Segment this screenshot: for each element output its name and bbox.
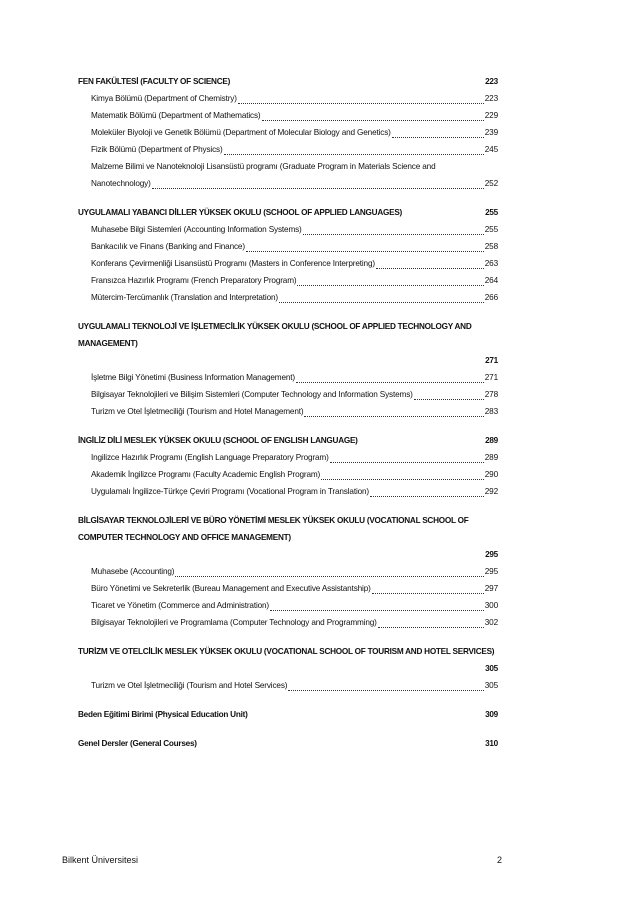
entry-title-line2: Nanotechnology) [91, 179, 151, 188]
dot-leader [321, 479, 484, 480]
dot-leader [297, 285, 483, 286]
entry-page-number: 229 [484, 111, 498, 120]
dot-leader [175, 576, 483, 577]
toc-entry [91, 466, 498, 483]
entry-continuation [91, 175, 498, 192]
section-title: Genel Dersler (General Courses) [78, 739, 197, 748]
section-title: İNGİLİZ DİLİ MESLEK YÜKSEK OKULU (SCHOOL OF ENGLISH LANGUAGE) [78, 436, 358, 445]
page-footer [62, 855, 502, 865]
dot-leader [152, 188, 484, 189]
section-heading [78, 318, 498, 369]
section-page-number: 223 [485, 77, 498, 86]
entry-page-number: 245 [484, 145, 498, 154]
dot-leader [288, 690, 483, 691]
dot-leader [270, 610, 484, 611]
toc-section [78, 643, 498, 694]
entry-page-number: 295 [484, 567, 498, 576]
entry-title: Muhasebe (Accounting) [91, 567, 175, 576]
entry-title: Mütercim-Tercümanlık (Translation and Interpretation) [91, 293, 278, 302]
entry-title: Muhasebe Bilgi Sistemleri (Accounting Information Systems) [91, 225, 302, 234]
section-heading [78, 735, 498, 752]
entry-page-number: 300 [484, 601, 498, 610]
toc-section [78, 512, 498, 631]
entry-page-number: 297 [484, 584, 498, 593]
toc-entry [91, 90, 498, 107]
entry-page-number: 302 [484, 618, 498, 627]
toc-entry [91, 597, 498, 614]
section-title: Beden Eğitimi Birimi (Physical Education Unit) [78, 710, 248, 719]
dot-leader [372, 593, 484, 594]
dot-leader [370, 496, 484, 497]
entry-title-line1: Malzeme Bilimi ve Nanoteknoloji Lisansüstü programı (Graduate Program in Materials Science and [91, 162, 436, 171]
section-page-number: 309 [485, 710, 498, 719]
toc-entry [91, 272, 498, 289]
table-of-contents [78, 73, 498, 764]
entry-page-number: 283 [484, 407, 498, 416]
toc-entry [91, 580, 498, 597]
toc-section [78, 706, 498, 723]
toc-entry [91, 141, 498, 158]
entry-title: Moleküler Biyoloji ve Genetik Bölümü (Department of Molecular Biology and Genetics) [91, 128, 391, 137]
entry-title: Kimya Bölümü (Department of Chemistry) [91, 94, 237, 103]
entry-title: Matematik Bölümü (Department of Mathematics) [91, 111, 261, 120]
dot-leader [296, 382, 484, 383]
toc-entry [91, 614, 498, 631]
entry-title: Uygulamalı İngilizce-Türkçe Çeviri Programı (Vocational Program in Translation) [91, 487, 370, 496]
toc-entry [91, 255, 498, 272]
entry-title: İşletme Bilgi Yönetimi (Business Information Management) [91, 373, 295, 382]
dot-leader [414, 399, 484, 400]
toc-section [78, 735, 498, 752]
toc-entry [91, 677, 498, 694]
section-heading [78, 512, 498, 563]
section-page-number: 305 [485, 664, 498, 673]
entry-title: Ingilizce Hazırlık Programı (English Language Preparatory Program) [91, 453, 329, 462]
toc-section [78, 432, 498, 500]
entry-page-number: 252 [484, 179, 498, 188]
dot-leader [238, 103, 484, 104]
dot-leader [330, 462, 484, 463]
toc-entry [91, 386, 498, 403]
section-heading [78, 706, 498, 723]
entry-title: Turizm ve Otel İşletmeciliği (Tourism and Hotel Management) [91, 407, 304, 416]
entry-page-number: 264 [484, 276, 498, 285]
toc-entry [91, 238, 498, 255]
dot-leader [246, 251, 484, 252]
entry-page-number: 305 [484, 681, 498, 690]
entry-title: Ticaret ve Yönetim (Commerce and Administration) [91, 601, 269, 610]
footer-university: Bilkent Üniversitesi [62, 855, 139, 865]
section-heading [78, 73, 498, 90]
entry-page-number: 278 [484, 390, 498, 399]
dot-leader [262, 120, 484, 121]
entry-title: Bankacılık ve Finans (Banking and Finance) [91, 242, 245, 251]
entry-page-number: 258 [484, 242, 498, 251]
section-page-number: 295 [485, 550, 498, 559]
section-title: FEN FAKÜLTESİ (FACULTY OF SCIENCE) [78, 77, 231, 86]
section-heading [78, 643, 498, 677]
entry-page-number: 255 [484, 225, 498, 234]
toc-section [78, 73, 498, 192]
section-page-number: 271 [485, 356, 498, 365]
entry-title: Bilgisayar Teknolojileri ve Bilişim Sistemleri (Computer Technology and Information Systems) [91, 390, 413, 399]
dot-leader [378, 627, 484, 628]
entry-title: Fransızca Hazırlık Programı (French Preparatory Program) [91, 276, 297, 285]
toc-section [78, 204, 498, 306]
entry-title: Konferans Çevirmenliği Lisansüstü Programı (Masters in Conference Interpreting) [91, 259, 375, 268]
toc-section [78, 318, 498, 420]
section-title: BİLGİSAYAR TEKNOLOJİLERİ VE BÜRO YÖNETİMİ MESLEK YÜKSEK OKULU (VOCATIONAL SCHOOL OF COMPUTER TECHNOLOGY AND OFFICE MANAGEMENT) [78, 516, 469, 542]
dot-leader [279, 302, 484, 303]
toc-entry [91, 449, 498, 466]
section-page-number: 310 [485, 739, 498, 748]
toc-entry [91, 289, 498, 306]
dot-leader [392, 137, 484, 138]
toc-entry [91, 403, 498, 420]
footer-page-number: 2 [496, 855, 502, 865]
toc-entry [91, 563, 498, 580]
dot-leader [376, 268, 484, 269]
entry-page-number: 289 [484, 453, 498, 462]
toc-entry [91, 158, 498, 192]
section-heading [78, 204, 498, 221]
section-page-number: 255 [485, 208, 498, 217]
entry-page-number: 263 [484, 259, 498, 268]
entry-title: Akademik İngilizce Programı (Faculty Academic English Program) [91, 470, 321, 479]
entry-page-number: 290 [484, 470, 498, 479]
toc-entry [91, 369, 498, 386]
section-title: TURİZM VE OTELCİLİK MESLEK YÜKSEK OKULU (VOCATIONAL SCHOOL OF TOURISM AND HOTEL SERVICES) [78, 647, 495, 656]
toc-entry [91, 124, 498, 141]
toc-entry [91, 107, 498, 124]
entry-page-number: 271 [484, 373, 498, 382]
entry-title: Bilgisayar Teknolojileri ve Programlama (Computer Technology and Programming) [91, 618, 377, 627]
toc-entry [91, 483, 498, 500]
entry-page-number: 239 [484, 128, 498, 137]
toc-entry [91, 221, 498, 238]
section-title: UYGULAMALI YABANCI DİLLER YÜKSEK OKULU (SCHOOL OF APPLIED LANGUAGES) [78, 208, 403, 217]
entry-title: Fizik Bölümü (Department of Physics) [91, 145, 223, 154]
entry-page-number: 223 [484, 94, 498, 103]
section-heading [78, 432, 498, 449]
dot-leader [303, 234, 484, 235]
section-title: UYGULAMALI TEKNOLOJİ VE İŞLETMECİLİK YÜKSEK OKULU (SCHOOL OF APPLIED TECHNOLOGY AND MANAGEMENT) [78, 322, 472, 348]
dot-leader [224, 154, 484, 155]
entry-page-number: 292 [484, 487, 498, 496]
dot-leader [304, 416, 483, 417]
entry-page-number: 266 [484, 293, 498, 302]
entry-title: Turizm ve Otel İşletmeciliği (Tourism and Hotel Services) [91, 681, 288, 690]
section-page-number: 289 [485, 436, 498, 445]
entry-title: Büro Yönetimi ve Sekreterlik (Bureau Management and Executive Assistantship) [91, 584, 371, 593]
